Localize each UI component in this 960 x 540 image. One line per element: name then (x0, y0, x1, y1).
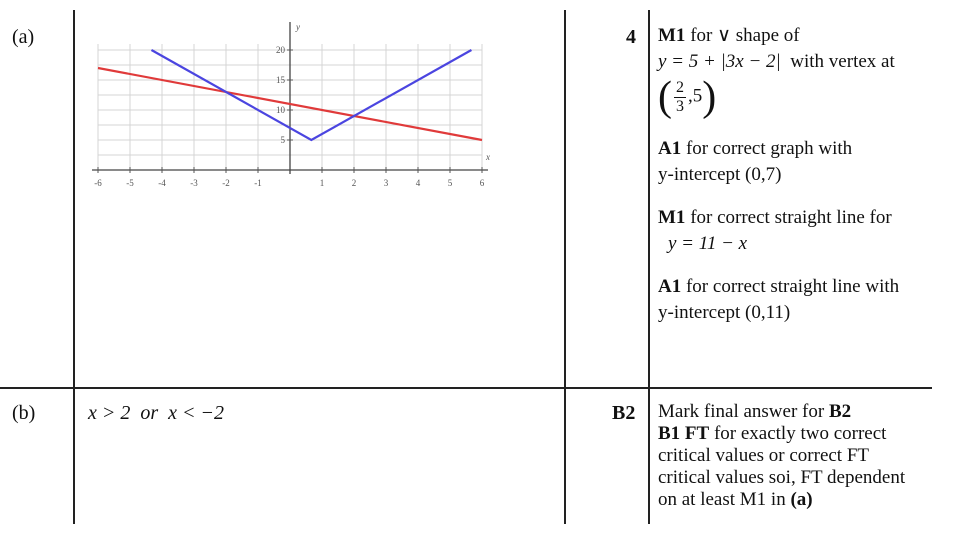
row-divider (0, 387, 932, 389)
x-tick-label: 6 (479, 178, 485, 188)
vertex-denominator: 3 (676, 97, 684, 115)
vertex-paren-open: ( (658, 74, 672, 120)
note-4-line2: y-intercept (0,11) (658, 302, 791, 323)
vertex-numerator: 2 (676, 78, 684, 96)
part-b-label: (b) (12, 402, 36, 424)
part-a-notes (658, 24, 933, 324)
note-3-code: M1 (658, 207, 686, 228)
vertex-y: ,5 (688, 85, 703, 107)
vertex-paren-close: ) (702, 74, 717, 120)
b-note-2-text: for exactly two correct (713, 423, 887, 444)
note-1-code: M1 (658, 25, 686, 46)
y-tick-label: 15 (276, 75, 285, 85)
note-2-code: A1 (658, 138, 682, 159)
x-tick-label: -5 (126, 178, 134, 188)
note-2-text: for correct graph with (685, 138, 853, 159)
part-a-marks: 4 (626, 26, 636, 48)
b-note-1-text: Mark final answer for (658, 401, 825, 422)
graph (84, 20, 504, 195)
x-tick-label: -1 (254, 178, 262, 188)
note-2-line2: y-intercept (0,7) (658, 164, 782, 185)
b-note-3: critical values or correct FT (658, 445, 870, 466)
x-tick-label: 1 (319, 178, 325, 188)
x-tick-label: -2 (222, 178, 230, 188)
note-1-tail: with vertex at (790, 51, 895, 72)
y-tick-label: 10 (276, 105, 285, 115)
note-3-equation: y = 11 − x (668, 233, 748, 254)
x-tick-label: 5 (447, 178, 453, 188)
part-b-answer: x > 2 or x < −2 (88, 402, 225, 424)
b-note-5-code: (a) (790, 489, 813, 510)
axes (92, 22, 488, 174)
part-a-label: (a) (12, 26, 35, 48)
b-note-2-code: B1 FT (658, 423, 710, 444)
note-1-text: for ∨ shape of (690, 25, 800, 46)
b-note-5-text: on at least M1 in (658, 489, 786, 510)
table-border-left (73, 10, 75, 524)
x-tick-label: -4 (158, 178, 166, 188)
part-b-marks: B2 (612, 402, 636, 424)
note-4-code: A1 (658, 276, 682, 297)
x-axis-label: x (486, 152, 490, 162)
y-tick-label: 20 (276, 45, 285, 55)
y-axis-label: y (296, 22, 300, 32)
b-note-4: critical values soi, FT dependent (658, 467, 906, 488)
x-tick-label: -6 (94, 178, 102, 188)
table-border-middle (564, 10, 566, 524)
x-tick-label: 4 (415, 178, 421, 188)
note-1-equation: y = 5 + |3x − 2| (658, 51, 781, 72)
note-4-text: for correct straight line with (685, 276, 900, 297)
x-tick-label: 2 (351, 178, 357, 188)
part-b-notes (658, 401, 938, 511)
table-border-right (648, 10, 650, 524)
x-tick-label: 3 (383, 178, 389, 188)
b-note-1-code: B2 (828, 401, 852, 422)
vertex-fraction (674, 79, 686, 116)
note-3-text: for correct straight line for (690, 207, 892, 228)
x-tick-label: -3 (190, 178, 198, 188)
y-tick-label: 5 (280, 135, 285, 145)
